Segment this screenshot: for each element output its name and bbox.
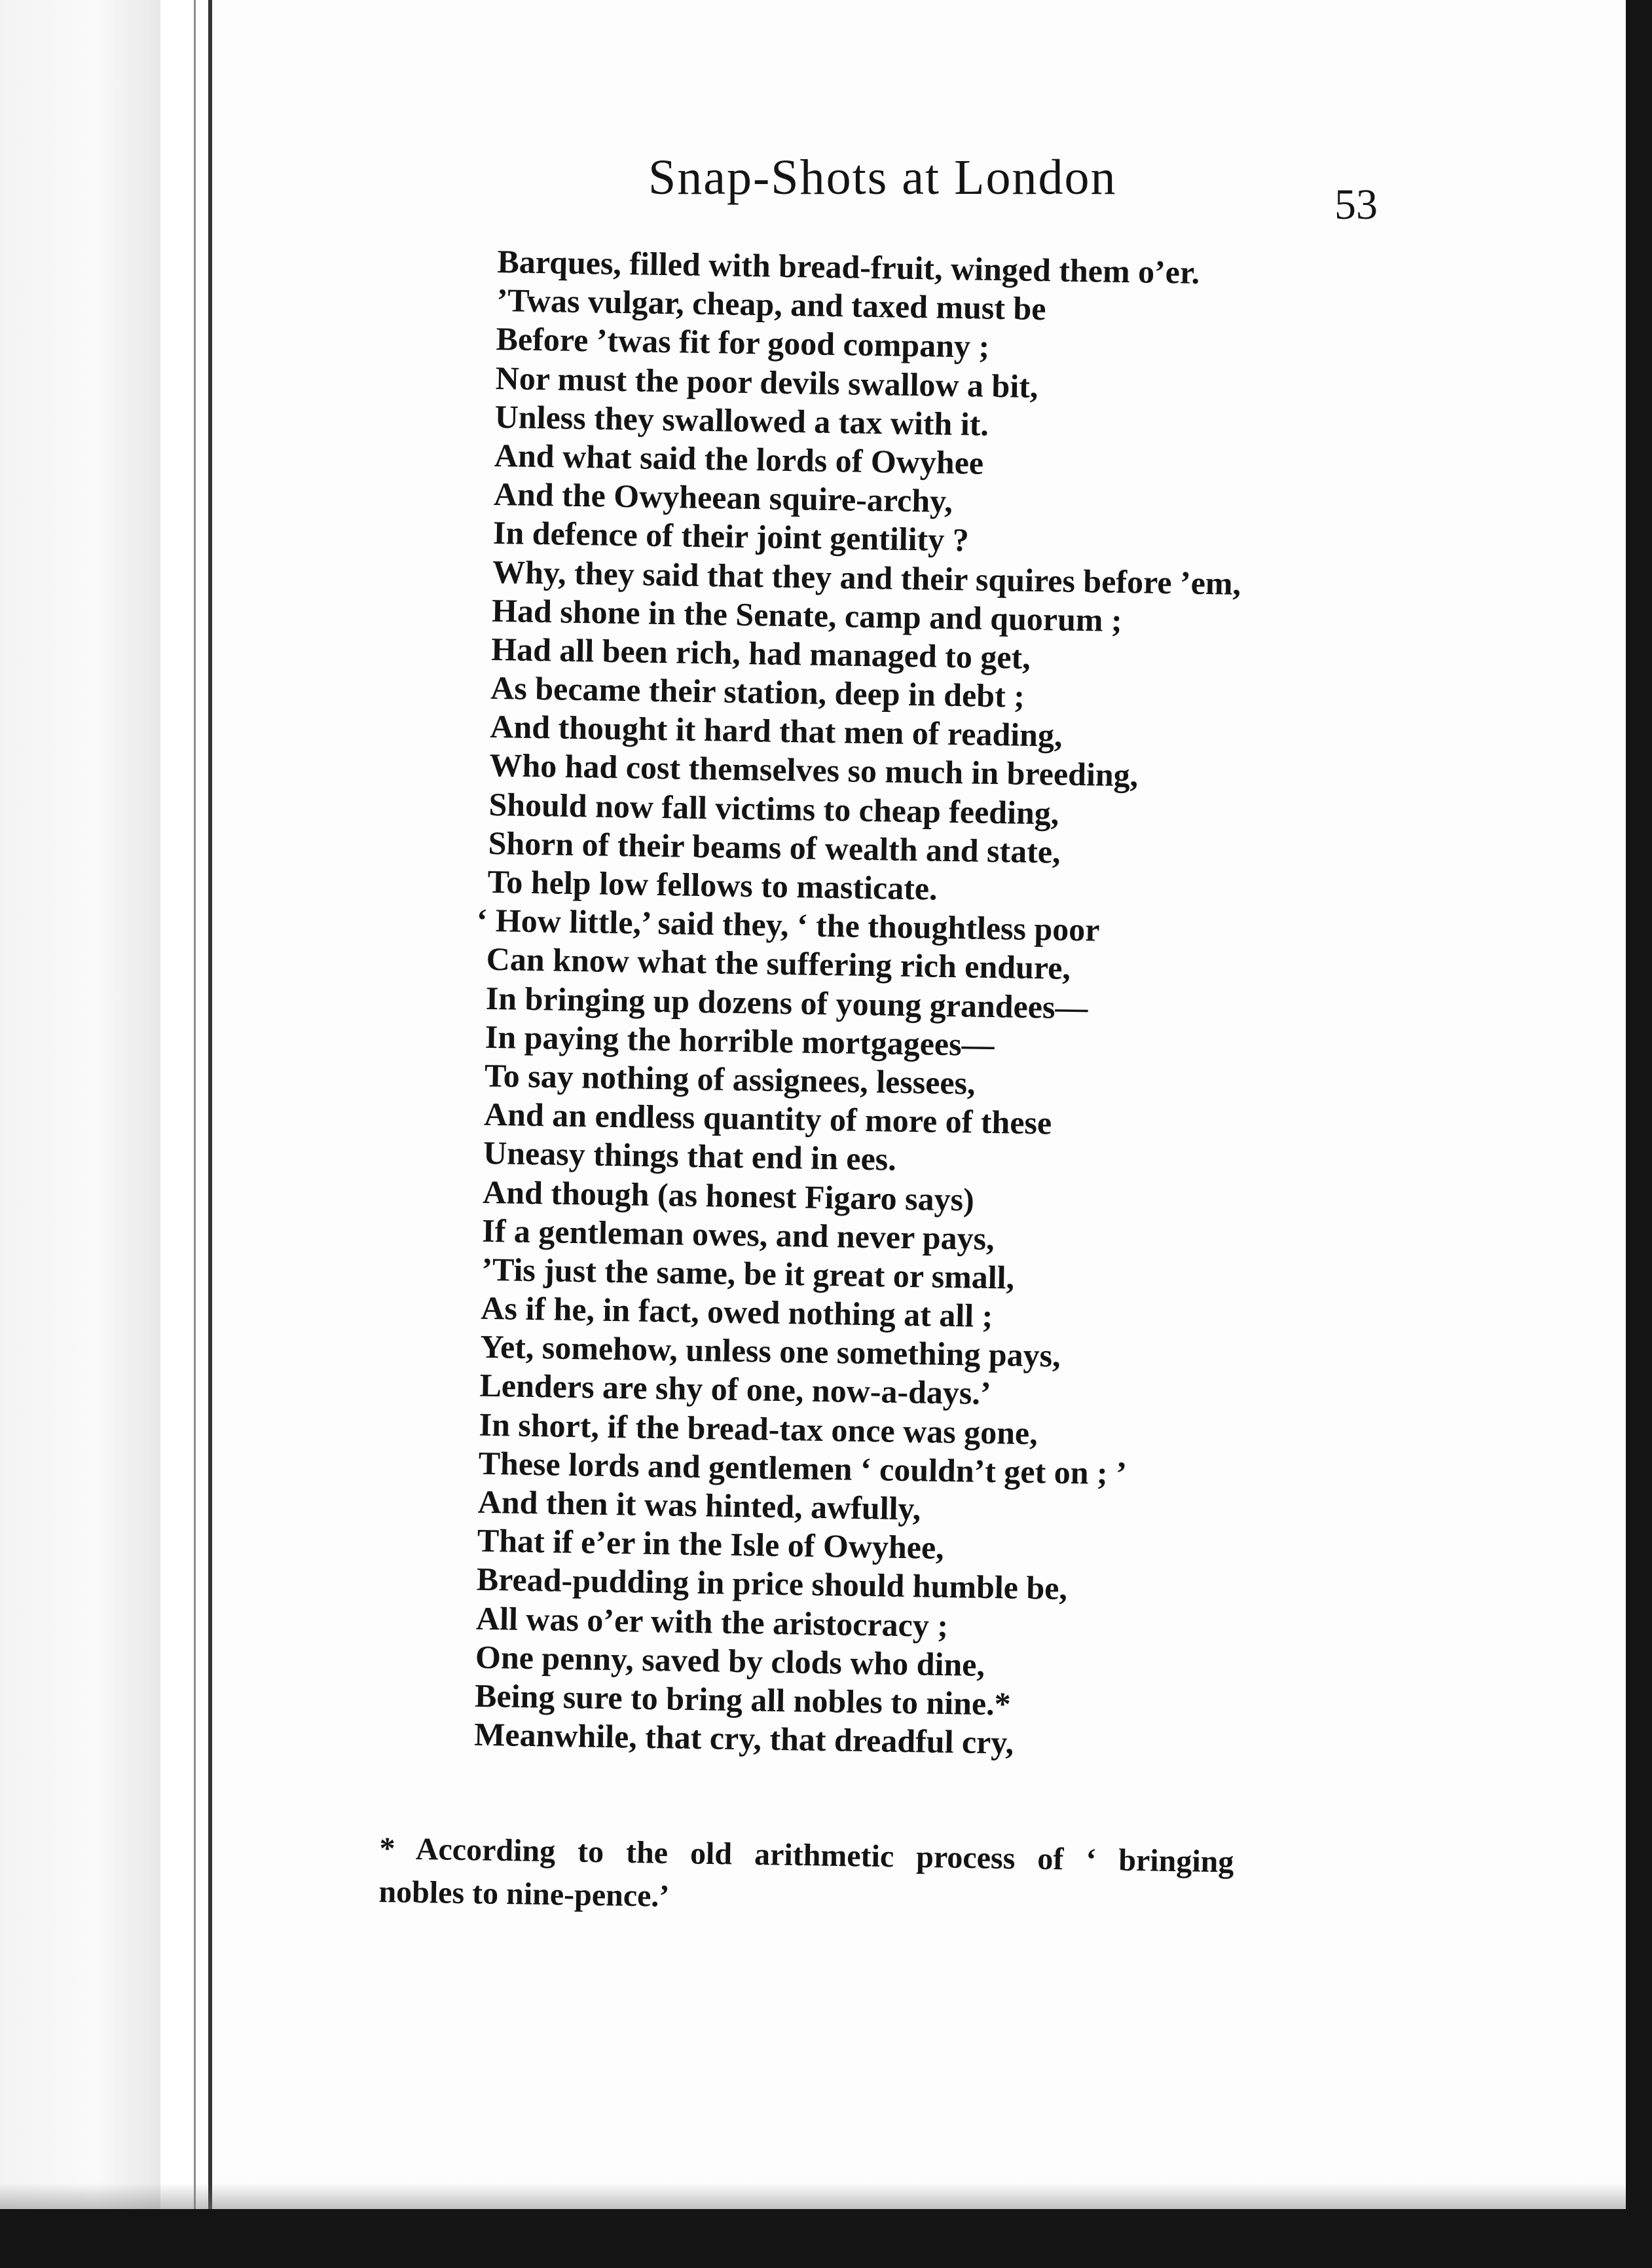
scan-right-border bbox=[1626, 0, 1652, 2268]
poem-line: To say nothing of assignees, lessees, bbox=[484, 1056, 976, 1102]
poem-line: Yet, somehow, unless one something pays, bbox=[480, 1328, 1061, 1374]
scan-bottom-border bbox=[0, 2209, 1652, 2268]
poem-line: Barques, filled with bread-fruit, winged them o’er. bbox=[497, 242, 1200, 291]
poem-line: ’Twas vulgar, cheap, and taxed must be bbox=[496, 282, 1046, 327]
poem-line: As became their station, deep in debt ; bbox=[490, 669, 1025, 715]
poem-line: Nor must the poor devils swallow a bit, bbox=[495, 359, 1038, 405]
poem-line: Bread-pudding in price should humble be, bbox=[476, 1561, 1068, 1607]
poem-line: In short, if the bread-tax once was gone, bbox=[479, 1405, 1038, 1451]
poem-line: In paying the horrible mortgagees— bbox=[485, 1018, 995, 1063]
poem-line: Had shone in the Senate, camp and quorum ; bbox=[491, 591, 1123, 639]
poem-line: One penny, saved by clods who dine, bbox=[475, 1638, 985, 1683]
poem-line: All was o’er with the aristocracy ; bbox=[475, 1599, 949, 1644]
left-margin bbox=[0, 0, 160, 2268]
poem-line: To help low fellows to masticate. bbox=[487, 863, 938, 907]
poem-line: Unless they swallowed a tax with it. bbox=[494, 398, 989, 443]
poem-line: Can know what the suffering rich endure, bbox=[486, 940, 1071, 987]
poem-line: Lenders are shy of one, now-a-days.’ bbox=[479, 1367, 991, 1412]
poem-line: In defence of their joint gentility ? bbox=[492, 514, 970, 559]
poem-line: Being sure to bring all nobles to nine.* bbox=[474, 1677, 1012, 1722]
gutter-shadow bbox=[194, 0, 196, 2268]
page-bottom-shadow bbox=[0, 2183, 1652, 2209]
footnote bbox=[378, 1827, 1362, 1929]
poem-line: Shorn of their beams of wealth and state, bbox=[488, 824, 1061, 870]
running-head: Snap-Shots at London bbox=[648, 150, 1117, 205]
poem-line: That if e’er in the Isle of Owyhee, bbox=[477, 1521, 945, 1567]
poem-line: If a gentleman owes, and never pays, bbox=[481, 1212, 995, 1257]
poem-line: And then it was hinted, awfully, bbox=[477, 1483, 921, 1527]
poem-body bbox=[474, 242, 1401, 1768]
poem-line: ’Tis just the same, be it great or small, bbox=[481, 1250, 1015, 1296]
page-number: 53 bbox=[1334, 181, 1378, 229]
poem-line: And the Owyheean squire-archy, bbox=[493, 475, 953, 520]
poem-line: Had all been rich, had managed to get, bbox=[490, 630, 1031, 676]
poem-line: In bringing up dozens of young grandees— bbox=[485, 979, 1088, 1026]
poem-line: And though (as honest Figaro says) bbox=[482, 1173, 975, 1218]
poem-line: And what said the lords of Owyhee bbox=[494, 436, 984, 481]
poem-line: As if he, in fact, owed nothing at all ; bbox=[481, 1289, 993, 1335]
footnote-line: * According to the old arithmetic process of ‘ bringing bbox=[379, 1831, 1234, 1880]
poem-line: Should now fall victims to cheap feeding, bbox=[488, 785, 1059, 832]
poem-line: Who had cost themselves so much in breeding, bbox=[489, 747, 1139, 794]
poem-line: And thought it hard that men of reading, bbox=[489, 708, 1063, 754]
poem-line: Uneasy things that end in ees. bbox=[483, 1134, 897, 1178]
poem-line: Why, they said that they and their squires before ’em, bbox=[492, 553, 1241, 602]
poem-line: ‘ How little,’ said they, ‘ the thoughtless poor bbox=[476, 901, 1100, 948]
poem-line: Meanwhile, that cry, that dreadful cry, bbox=[473, 1715, 1014, 1761]
poem-line: And an endless quantity of more of these bbox=[483, 1095, 1052, 1142]
poem-line: Before ’twas fit for good company ; bbox=[496, 320, 990, 365]
poem-line: These lords and gentlemen ‘ couldn’t get on ; ’ bbox=[478, 1444, 1128, 1492]
footnote-line: nobles to nine-pence.’ bbox=[378, 1874, 670, 1914]
